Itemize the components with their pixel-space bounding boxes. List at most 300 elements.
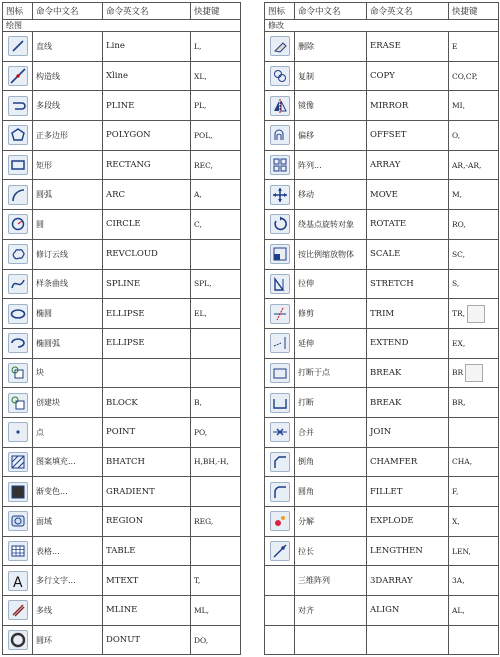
spline-icon <box>8 274 28 294</box>
icon-cell <box>3 417 33 447</box>
command-shortcut <box>449 358 499 388</box>
section-title: 修改 <box>265 20 499 32</box>
command-row <box>265 121 499 151</box>
command-shortcut <box>191 477 241 507</box>
command-en-name: POLYGON <box>103 121 191 151</box>
icon-cell <box>3 328 33 358</box>
donut-icon <box>8 630 28 650</box>
command-cn-name: 椭圆 <box>33 299 103 329</box>
ellipse-icon <box>8 304 28 324</box>
command-shortcut <box>449 328 499 358</box>
command-en-name: MLINE <box>103 596 191 626</box>
shortcut-text: LEN, <box>452 546 471 556</box>
broken-image-icon <box>465 364 483 382</box>
icon-cell <box>265 61 295 91</box>
icon-cell <box>3 150 33 180</box>
shortcut-text: SPL, <box>194 279 212 289</box>
mirror-icon <box>270 96 290 116</box>
command-shortcut <box>449 417 499 447</box>
command-shortcut <box>449 121 499 151</box>
icon-cell <box>3 447 33 477</box>
command-en-name: PLINE <box>103 91 191 121</box>
command-cn-name: 多线 <box>33 596 103 626</box>
command-shortcut <box>191 210 241 240</box>
icon-cell <box>3 536 33 566</box>
command-row <box>265 328 499 358</box>
move-icon <box>270 185 290 205</box>
command-cn-name: 矩形 <box>33 150 103 180</box>
command-cn-name: 图案填充... <box>33 447 103 477</box>
icon-cell <box>3 477 33 507</box>
shortcut-text: B, <box>194 398 202 408</box>
line-icon <box>8 36 28 56</box>
header-icon: 图标 <box>3 3 33 20</box>
rotate-icon <box>270 214 290 234</box>
shortcut-text: ML, <box>194 605 210 615</box>
command-shortcut <box>191 180 241 210</box>
command-shortcut <box>191 61 241 91</box>
section-title: 绘图 <box>3 20 241 32</box>
icon-cell <box>3 32 33 62</box>
command-cn-name: 创建块 <box>33 388 103 418</box>
command-shortcut <box>191 388 241 418</box>
command-en-name: BHATCH <box>103 447 191 477</box>
command-cn-name: 圆 <box>33 210 103 240</box>
command-en-name: REVCLOUD <box>103 239 191 269</box>
command-en-name <box>367 625 449 655</box>
command-shortcut <box>191 358 241 388</box>
command-row <box>3 536 241 566</box>
command-row <box>3 596 241 626</box>
command-shortcut <box>191 91 241 121</box>
command-cn-name: 对齐 <box>295 596 367 626</box>
icon-cell <box>265 507 295 537</box>
command-cn-name: 多段线 <box>33 91 103 121</box>
command-cn-name: 多行文字... <box>33 566 103 596</box>
command-row <box>3 299 241 329</box>
command-en-name: ARC <box>103 180 191 210</box>
header-row <box>265 3 499 20</box>
icon-cell <box>265 596 295 626</box>
command-shortcut <box>191 328 241 358</box>
command-en-name: Xline <box>103 61 191 91</box>
command-en-name: STRETCH <box>367 269 449 299</box>
command-cn-name: 合并 <box>295 417 367 447</box>
command-row <box>3 239 241 269</box>
icon-cell <box>3 507 33 537</box>
command-shortcut <box>449 239 499 269</box>
command-shortcut <box>449 447 499 477</box>
polygon-icon <box>8 125 28 145</box>
icon-cell <box>3 210 33 240</box>
command-row <box>265 150 499 180</box>
command-row <box>265 269 499 299</box>
command-shortcut <box>191 507 241 537</box>
command-row <box>265 417 499 447</box>
command-shortcut <box>191 239 241 269</box>
ellipse-arc-icon <box>8 333 28 353</box>
chamfer-icon <box>270 452 290 472</box>
icon-cell <box>265 566 295 596</box>
icon-cell <box>265 447 295 477</box>
command-en-name: OFFSET <box>367 121 449 151</box>
insert-block-icon <box>8 363 28 383</box>
shortcut-text: REG, <box>194 516 214 526</box>
command-en-name: CIRCLE <box>103 210 191 240</box>
shortcut-text: T, <box>194 576 201 586</box>
mline-icon <box>8 600 28 620</box>
command-row <box>3 358 241 388</box>
command-row <box>3 210 241 240</box>
command-shortcut <box>191 121 241 151</box>
command-shortcut <box>191 417 241 447</box>
command-en-name: CHAMFER <box>367 447 449 477</box>
icon-cell <box>265 269 295 299</box>
command-cn-name: 圆角 <box>295 477 367 507</box>
pline-icon <box>8 96 28 116</box>
shortcut-text: PO, <box>194 427 208 437</box>
scale-icon <box>270 244 290 264</box>
command-cn-name: 阵列... <box>295 150 367 180</box>
offset-icon <box>270 125 290 145</box>
command-shortcut <box>449 210 499 240</box>
icon-cell <box>265 180 295 210</box>
command-en-name: BLOCK <box>103 388 191 418</box>
command-row <box>265 91 499 121</box>
command-shortcut <box>191 625 241 655</box>
command-row <box>265 32 499 62</box>
command-en-name: ROTATE <box>367 210 449 240</box>
command-en-name: 3DARRAY <box>367 566 449 596</box>
command-cn-name: 打断于点 <box>295 358 367 388</box>
shortcut-text: DO, <box>194 635 209 645</box>
modify-commands-table <box>264 2 499 655</box>
command-row <box>3 180 241 210</box>
command-en-name <box>103 358 191 388</box>
command-shortcut <box>449 536 499 566</box>
command-en-name: RECTANG <box>103 150 191 180</box>
command-row <box>265 358 499 388</box>
svg-text:A: A <box>12 574 23 590</box>
shortcut-text: L, <box>194 41 202 51</box>
command-shortcut <box>449 269 499 299</box>
header-cn: 命令中文名 <box>295 3 367 20</box>
command-en-name: BREAK <box>367 388 449 418</box>
command-cn-name: 点 <box>33 417 103 447</box>
header-shortcut: 快捷键 <box>191 3 241 20</box>
shortcut-text: AR,-AR, <box>452 160 482 170</box>
command-en-name: ERASE <box>367 32 449 62</box>
icon-cell <box>3 299 33 329</box>
header-en: 命令英文名 <box>103 3 191 20</box>
command-row <box>3 507 241 537</box>
shortcut-text: RO, <box>452 219 466 229</box>
icon-cell <box>265 328 295 358</box>
command-row <box>3 121 241 151</box>
command-en-name: JOIN <box>367 417 449 447</box>
command-en-name: DONUT <box>103 625 191 655</box>
icon-cell <box>265 536 295 566</box>
shortcut-text: CHA, <box>452 457 473 467</box>
command-cn-name: 移动 <box>295 180 367 210</box>
explode-icon <box>270 511 290 531</box>
command-row <box>3 61 241 91</box>
header-row <box>3 3 241 20</box>
command-cn-name: 圆弧 <box>33 180 103 210</box>
command-cn-name: 复制 <box>295 61 367 91</box>
command-shortcut <box>449 566 499 596</box>
revcloud-icon <box>8 244 28 264</box>
extend-icon <box>270 333 290 353</box>
command-row <box>3 477 241 507</box>
header-en: 命令英文名 <box>367 3 449 20</box>
command-cn-name: 延伸 <box>295 328 367 358</box>
xline-icon <box>8 66 28 86</box>
icon-cell <box>3 625 33 655</box>
shortcut-text: 3A, <box>452 576 465 586</box>
command-row <box>265 536 499 566</box>
icon-cell <box>3 358 33 388</box>
copy-icon <box>270 66 290 86</box>
shortcut-text: M, <box>452 190 463 200</box>
shortcut-text: XL, <box>194 71 207 81</box>
shortcut-text: A, <box>194 190 202 200</box>
command-shortcut <box>449 625 499 655</box>
command-cn-name: 样条曲线 <box>33 269 103 299</box>
shortcut-text: C, <box>194 219 202 229</box>
command-row <box>3 447 241 477</box>
command-shortcut <box>449 91 499 121</box>
header-shortcut: 快捷键 <box>449 3 499 20</box>
make-block-icon <box>8 393 28 413</box>
section-row <box>3 20 241 32</box>
shortcut-text: CO,CP, <box>452 71 478 81</box>
command-row <box>265 180 499 210</box>
broken-image-icon <box>467 305 485 323</box>
command-row <box>265 388 499 418</box>
command-en-name: ELLIPSE <box>103 299 191 329</box>
command-en-name: ARRAY <box>367 150 449 180</box>
command-row <box>3 566 241 596</box>
command-row <box>265 566 499 596</box>
command-shortcut <box>449 507 499 537</box>
command-cn-name: 绕基点旋转对象 <box>295 210 367 240</box>
command-cn-name: 表格... <box>33 536 103 566</box>
shortcut-text: PL, <box>194 101 207 111</box>
shortcut-text: EL, <box>194 309 207 319</box>
break-at-point-icon <box>270 363 290 383</box>
command-cn-name: 修剪 <box>295 299 367 329</box>
region-icon <box>8 511 28 531</box>
command-shortcut <box>191 299 241 329</box>
icon-cell <box>3 596 33 626</box>
command-row <box>3 417 241 447</box>
command-row <box>265 477 499 507</box>
command-cn-name: 渐变色... <box>33 477 103 507</box>
command-en-name: EXTEND <box>367 328 449 358</box>
command-shortcut <box>449 477 499 507</box>
shortcut-text: MI, <box>452 101 466 111</box>
icon-cell <box>265 358 295 388</box>
command-cn-name: 块 <box>33 358 103 388</box>
trim-icon <box>270 304 290 324</box>
shortcut-text: POL, <box>194 130 213 140</box>
icon-cell <box>265 477 295 507</box>
command-cn-name: 圆环 <box>33 625 103 655</box>
section-row <box>265 20 499 32</box>
command-cn-name: 拉伸 <box>295 269 367 299</box>
command-cn-name: 修订云线 <box>33 239 103 269</box>
command-cn-name: 正多边形 <box>33 121 103 151</box>
command-en-name: LENGTHEN <box>367 536 449 566</box>
icon-cell <box>3 180 33 210</box>
command-row <box>3 91 241 121</box>
shortcut-text: BR <box>452 367 464 377</box>
arc-icon <box>8 185 28 205</box>
command-en-name: ELLIPSE <box>103 328 191 358</box>
command-row <box>265 625 499 655</box>
stretch-icon <box>270 274 290 294</box>
shortcut-text: BR, <box>452 398 466 408</box>
command-en-name: POINT <box>103 417 191 447</box>
join-icon <box>270 422 290 442</box>
command-en-name: SPLINE <box>103 269 191 299</box>
command-row <box>3 32 241 62</box>
icon-cell <box>265 210 295 240</box>
icon-cell <box>265 150 295 180</box>
command-row <box>265 61 499 91</box>
table-icon <box>8 541 28 561</box>
command-cn-name: 三维阵列 <box>295 566 367 596</box>
command-cn-name: 拉长 <box>295 536 367 566</box>
command-en-name: REGION <box>103 507 191 537</box>
command-en-name: TRIM <box>367 299 449 329</box>
command-cn-name: 椭圆弧 <box>33 328 103 358</box>
command-shortcut <box>191 566 241 596</box>
command-row <box>265 596 499 626</box>
command-shortcut <box>449 180 499 210</box>
command-en-name: SCALE <box>367 239 449 269</box>
command-cn-name: 镜像 <box>295 91 367 121</box>
icon-cell <box>3 91 33 121</box>
command-en-name: MIRROR <box>367 91 449 121</box>
command-shortcut <box>449 150 499 180</box>
shortcut-text: X, <box>452 516 460 526</box>
icon-cell <box>265 32 295 62</box>
shortcut-text: SC, <box>452 249 465 259</box>
command-row <box>265 210 499 240</box>
command-row <box>265 507 499 537</box>
shortcut-text: EX, <box>452 338 466 348</box>
command-row <box>3 388 241 418</box>
circle-icon <box>8 214 28 234</box>
shortcut-text: TR, <box>452 308 466 318</box>
command-en-name: ALIGN <box>367 596 449 626</box>
command-cn-name: 构造线 <box>33 61 103 91</box>
command-shortcut <box>191 150 241 180</box>
lengthen-icon <box>270 541 290 561</box>
command-cn-name: 分解 <box>295 507 367 537</box>
command-cn-name <box>295 625 367 655</box>
command-cn-name: 偏移 <box>295 121 367 151</box>
command-shortcut <box>449 388 499 418</box>
command-en-name: Line <box>103 32 191 62</box>
command-cn-name: 删除 <box>295 32 367 62</box>
shortcut-text: F, <box>452 487 459 497</box>
erase-icon <box>270 36 290 56</box>
command-en-name: GRADIENT <box>103 477 191 507</box>
command-row <box>3 625 241 655</box>
command-shortcut <box>449 32 499 62</box>
drawing-commands-table <box>2 2 241 655</box>
command-shortcut <box>191 596 241 626</box>
hatch-icon <box>8 452 28 472</box>
shortcut-text: AL, <box>452 605 465 615</box>
command-row <box>3 150 241 180</box>
command-row <box>265 299 499 329</box>
command-en-name: MTEXT <box>103 566 191 596</box>
rectangle-icon <box>8 155 28 175</box>
command-row <box>3 328 241 358</box>
command-shortcut <box>191 536 241 566</box>
gradient-icon <box>8 482 28 502</box>
command-cn-name: 按比例缩放物体 <box>295 239 367 269</box>
command-en-name: MOVE <box>367 180 449 210</box>
command-row <box>3 269 241 299</box>
command-en-name: EXPLODE <box>367 507 449 537</box>
shortcut-text: H,BH,-H, <box>194 457 229 467</box>
icon-cell <box>265 388 295 418</box>
icon-cell <box>3 61 33 91</box>
command-shortcut <box>449 299 499 329</box>
icon-cell <box>3 388 33 418</box>
icon-cell <box>265 91 295 121</box>
command-cn-name: 倒角 <box>295 447 367 477</box>
command-shortcut <box>449 61 499 91</box>
command-en-name: TABLE <box>103 536 191 566</box>
command-row <box>265 239 499 269</box>
command-shortcut <box>449 596 499 626</box>
icon-cell <box>3 239 33 269</box>
header-cn: 命令中文名 <box>33 3 103 20</box>
icon-cell <box>3 566 33 596</box>
shortcut-text: S, <box>452 279 460 289</box>
icon-cell <box>265 239 295 269</box>
command-cn-name: 打断 <box>295 388 367 418</box>
command-en-name: BREAK <box>367 358 449 388</box>
header-icon: 图标 <box>265 3 295 20</box>
shortcut-text: E <box>452 41 458 51</box>
command-en-name: COPY <box>367 61 449 91</box>
icon-cell <box>265 121 295 151</box>
command-shortcut <box>191 32 241 62</box>
command-shortcut <box>191 269 241 299</box>
point-icon <box>8 422 28 442</box>
icon-cell <box>265 417 295 447</box>
command-cn-name: 直线 <box>33 32 103 62</box>
shortcut-text: REC, <box>194 160 213 170</box>
icon-cell <box>265 299 295 329</box>
command-cn-name: 面域 <box>33 507 103 537</box>
shortcut-text: O, <box>452 130 461 140</box>
command-row <box>265 447 499 477</box>
break-icon <box>270 393 290 413</box>
mtext-icon <box>8 571 28 591</box>
fillet-icon <box>270 482 290 502</box>
command-shortcut <box>191 447 241 477</box>
array-icon <box>270 155 290 175</box>
icon-cell <box>265 625 295 655</box>
